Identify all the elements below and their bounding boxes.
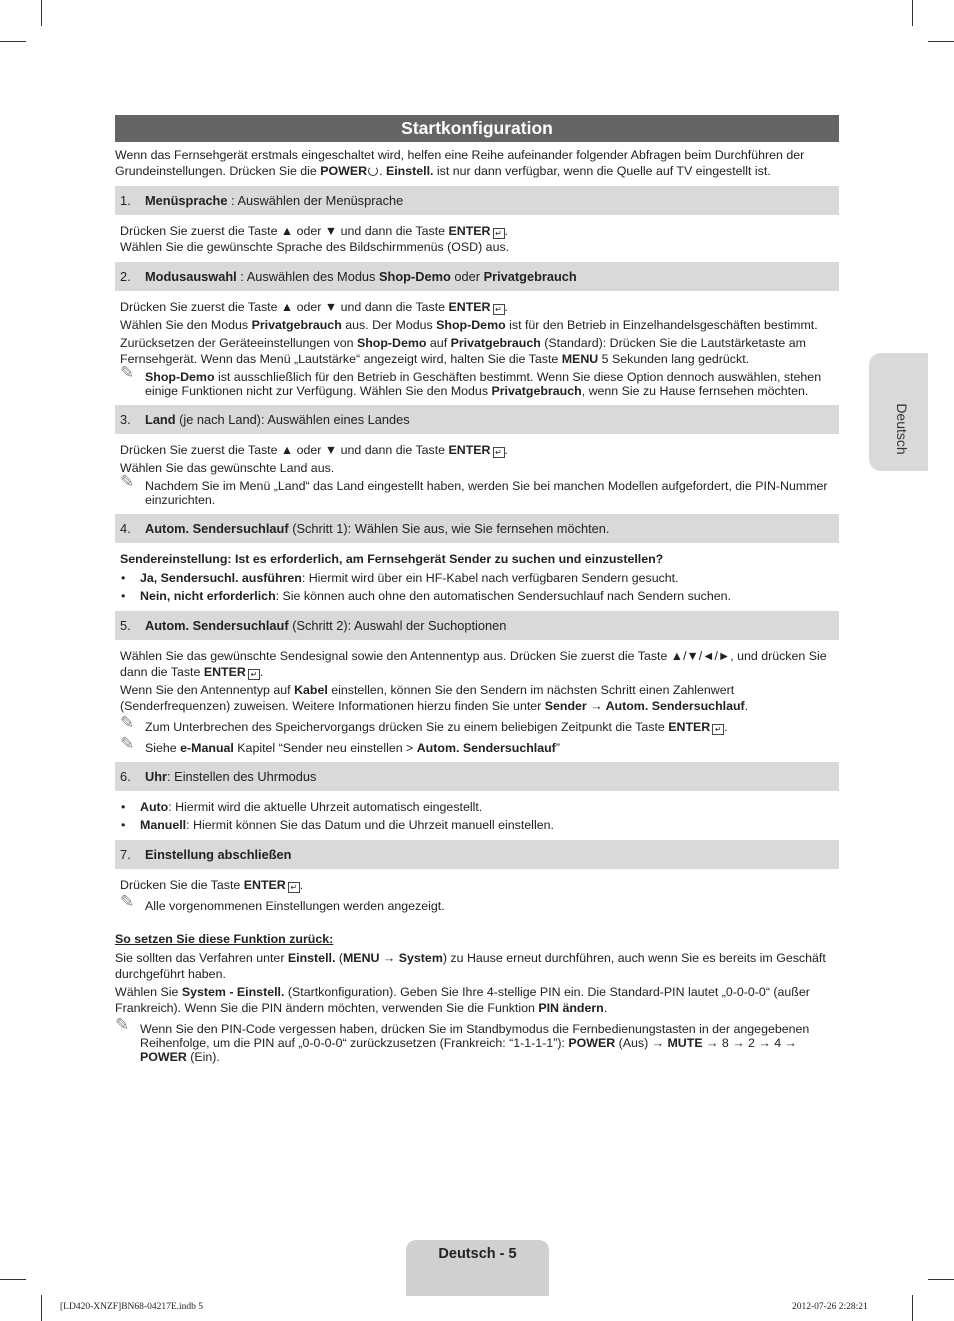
- pencil-note-icon: ✎: [120, 713, 135, 732]
- page-number-tab: Deutsch - 5: [406, 1240, 549, 1296]
- list-item: • Ja, Sendersuchl. ausführen: Hiermit wird über ein HF-Kabel nach verfügbaren Sendern gesucht.: [115, 570, 839, 586]
- reset-paragraph-1: Sie sollten das Verfahren unter Einstell. (MENU → System) zu Hause erneut durchführen, auch wenn Sie es bereits im Geschäft durchgeführt haben.: [115, 951, 826, 981]
- pencil-note-icon: ✎: [115, 1015, 130, 1034]
- note-land: ✎ Nachdem Sie im Menü „Land“ das Land eingestellt haben, werden Sie bei manchen Modellen aufgefordert, die PIN-Nummer einzurichten.: [120, 472, 828, 507]
- section-body-2: Drücken Sie zuerst die Taste ▲ oder ▼ und dann die Taste ENTER ↵ . Wählen Sie den Modus Privatgebrauch aus. Der Modus Shop-Demo ist für den Betrieb in Einzelhandelsgeschäften bestimmt. Zurücksetzen der Geräteeinstellungen von Shop-Demo auf Privatgebrauch (Standard): Drücken Sie die Lautstärketaste am Fernsehgerät. Wenn das Menü „Lautstärke“ angezeigt wird, halten Sie die Taste MENU 5 Sekunden lang gedrückt.: [120, 300, 818, 366]
- crop-mark: [912, 0, 913, 26]
- enter-icon: ↵: [712, 724, 724, 735]
- section-header-5: 5. Autom. Sendersuchlauf (Schritt 2): Auswahl der Suchoptionen: [115, 611, 839, 640]
- section-body-7: Drücken Sie die Taste ENTER ↵ .: [120, 878, 304, 892]
- note-unterbrechen: ✎ Zum Unterbrechen des Speichervorgangs drücken Sie zu einem beliebigen Zeitpunkt die Taste ENTER ↵ .: [120, 713, 728, 734]
- note-emanual: ✎ Siehe e-Manual Kapitel “Sender neu einstellen > Autom. Sendersuchlauf”: [120, 734, 560, 755]
- intro-text: Wenn das Fernsehgerät erstmals eingeschaltet wird, helfen eine Reihe aufeinander folgender Abfragen beim Durchführen der Grundeinstellungen. Drücken Sie die POWER . Einstell. ist nur dann verfügbar, wenn die Quelle auf TV eingestellt ist.: [115, 148, 805, 178]
- enter-icon: ↵: [493, 304, 505, 315]
- list-item: • Auto: Hiermit wird die aktuelle Uhrzeit automatisch eingestellt.: [115, 799, 839, 815]
- enter-icon: ↵: [493, 447, 505, 458]
- enter-icon: ↵: [288, 882, 300, 893]
- crop-mark: [912, 1295, 913, 1321]
- pencil-note-icon: ✎: [120, 472, 135, 491]
- section-body-4: Sendereinstellung: Ist es erforderlich, am Fernsehgerät Sender zu suchen und einzustellen?: [120, 552, 664, 566]
- section-body-3: Drücken Sie zuerst die Taste ▲ oder ▼ und dann die Taste ENTER ↵ . Wählen Sie das gewünschte Land aus.: [120, 443, 508, 475]
- crop-mark: [928, 1279, 954, 1280]
- note-pin-reset: ✎ Wenn Sie den PIN-Code vergessen haben, drücken Sie im Standbymodus die Fernbedienungstasten in der angegebenen Reihenfolge, um die PIN auf „0-0-0-0“ zurückzusetzen (Frankreich: “1-1-1-1”): POWER (Aus) → MUTE → 8 → 2 → 4 → POWER (Ein).: [115, 1015, 810, 1064]
- pencil-note-icon: ✎: [120, 734, 135, 753]
- enter-icon: ↵: [248, 669, 260, 680]
- enter-icon: ↵: [493, 228, 505, 239]
- crop-mark: [41, 1295, 42, 1321]
- crop-mark: [41, 0, 42, 26]
- reset-paragraph-2: Wählen Sie System - Einstell. (Startkonfiguration). Geben Sie Ihre 4-stellige PIN ein. Die Standard-PIN lautet „0-0-0-0“ (außer Frankreich). Wenn Sie die PIN ändern möchten, verwenden Sie die Funktion PIN ändern.: [115, 985, 810, 1015]
- list-item: • Manuell: Hiermit können Sie das Datum und die Uhrzeit manuell einstellen.: [115, 817, 839, 833]
- footer-timestamp: 2012-07-26 2:28:21: [792, 1302, 868, 1312]
- note-abschliessen: ✎ Alle vorgenommenen Einstellungen werden angezeigt.: [120, 892, 445, 913]
- section-header-7: 7. Einstellung abschließen: [115, 840, 839, 869]
- language-side-tab: Deutsch: [869, 353, 928, 471]
- main-content: [115, 147, 839, 1064]
- section-body-5: Wählen Sie das gewünschte Sendesignal sowie den Antennentyp aus. Drücken Sie zuerst die Taste ▲/▼/◄/►, und drücken Sie dann die Taste ENTER ↵ . Wenn Sie den Antennentyp auf Kabel einstellen, können Sie den Sendern im nächsten Schritt einen Zahlenwert (Senderfrequenzen) zuweisen. Weitere Informationen hierzu finden Sie unter Sender → Autom. Sendersuchlauf.: [120, 649, 827, 713]
- pencil-note-icon: ✎: [120, 892, 135, 911]
- note-shop-demo: ✎ Shop-Demo ist ausschließlich für den Betrieb in Geschäften bestimmt. Wenn Sie diese Option dennoch auswählen, stehen einige Funktionen nicht zur Verfügung. Wählen Sie den Modus Privatgebrauch, wenn Sie zu Hause fernsehen möchten.: [120, 363, 822, 398]
- power-icon: [368, 166, 378, 176]
- page-title: Startkonfiguration: [115, 115, 839, 142]
- section-header-3: 3. Land (je nach Land): Auswählen eines Landes: [115, 405, 839, 434]
- footer-file-info: [LD420-XNZF]BN68-04217E.indb 5: [60, 1302, 204, 1312]
- section-header-6: 6. Uhr: Einstellen des Uhrmodus: [115, 762, 839, 791]
- section-header-2: 2. Modusauswahl : Auswählen des Modus Shop-Demo oder Privatgebrauch: [115, 262, 839, 291]
- crop-mark: [928, 41, 954, 42]
- section-header-4: 4. Autom. Sendersuchlauf (Schritt 1): Wählen Sie aus, wie Sie fernsehen möchten.: [115, 514, 839, 543]
- crop-mark: [0, 1279, 26, 1280]
- section-body-1: Drücken Sie zuerst die Taste ▲ oder ▼ und dann die Taste ENTER ↵ . Wählen Sie die gewünschte Sprache des Bildschirmmenüs (OSD) aus.: [120, 224, 510, 254]
- crop-mark: [0, 41, 26, 42]
- section-header-1: 1. Menüsprache : Auswählen der Menüsprache: [115, 186, 839, 215]
- pencil-note-icon: ✎: [120, 363, 135, 382]
- list-item: • Nein, nicht erforderlich: Sie können auch ohne den automatischen Sendersuchlauf nach Sendern suchen.: [115, 588, 839, 604]
- reset-heading: So setzen Sie diese Funktion zurück:: [115, 932, 334, 946]
